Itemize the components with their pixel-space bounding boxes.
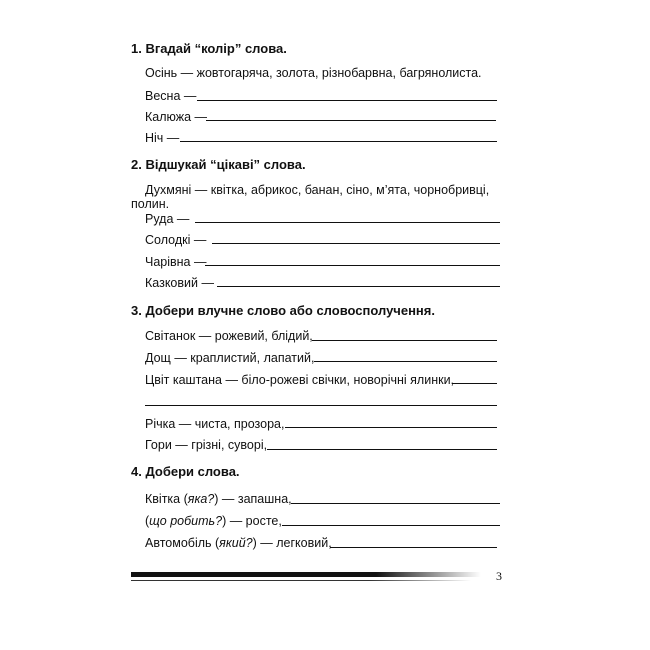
- task-3-prompt-1: Світанок — рожевий, блідий,: [145, 329, 313, 343]
- task-2-prompt-1: Руда —: [145, 212, 190, 226]
- answer-line[interactable]: [205, 265, 500, 266]
- task-3-prompt-4: Річка — чиста, прозора,: [145, 417, 285, 431]
- task-1-prompt-2: Калюжа —: [145, 110, 208, 124]
- task-2-prompt-3: Чарівна —: [145, 255, 207, 269]
- task-1-example: Осінь — жовтогаряча, золота, різнобарвна, багрянолиста.: [145, 66, 482, 80]
- page-number: 3: [496, 569, 502, 583]
- task-2-example-line-2: полин.: [131, 197, 170, 211]
- answer-line[interactable]: [145, 405, 497, 406]
- footer-rule: [131, 572, 481, 577]
- answer-line[interactable]: [330, 547, 497, 548]
- answer-line[interactable]: [285, 427, 497, 428]
- task-3-prompt-5: Гори — грізні, суворі,: [145, 438, 268, 452]
- task-3-prompt-2: Дощ — краплистий, лапатий,: [145, 351, 315, 365]
- answer-line[interactable]: [312, 340, 497, 341]
- task-3-title: 3. Добери влучне слово або словосполучення.: [131, 303, 435, 318]
- task-2-prompt-2: Солодкі —: [145, 233, 207, 247]
- task-1-prompt-1: Весна —: [145, 89, 197, 103]
- task-4-prompt-3: Автомобіль (який?) — легковий,: [145, 536, 332, 550]
- answer-line[interactable]: [206, 120, 496, 121]
- answer-line[interactable]: [282, 525, 500, 526]
- answer-line[interactable]: [217, 286, 500, 287]
- task-2-title: 2. Відшукай “цікаві” слова.: [131, 157, 306, 172]
- answer-line[interactable]: [291, 503, 500, 504]
- task-1-prompt-3: Ніч —: [145, 131, 180, 145]
- answer-line[interactable]: [452, 383, 497, 384]
- answer-line[interactable]: [195, 222, 500, 223]
- task-1-title: 1. Вгадай “колір” слова.: [131, 41, 287, 56]
- task-4-title: 4. Добери слова.: [131, 464, 240, 479]
- footer-rule-thin: [131, 580, 471, 581]
- answer-line[interactable]: [267, 449, 497, 450]
- answer-line[interactable]: [212, 243, 500, 244]
- answer-line[interactable]: [180, 141, 497, 142]
- task-3-prompt-3: Цвіт каштана — біло-рожеві свічки, новорічні ялинки,: [145, 373, 455, 387]
- task-2-example-line-1: Духмяні — квітка, абрикос, банан, сіно, м’ята, чорнобривці,: [145, 183, 490, 197]
- task-4-prompt-2: (що робить?) — росте,: [145, 514, 282, 528]
- answer-line[interactable]: [197, 100, 497, 101]
- answer-line[interactable]: [314, 361, 497, 362]
- task-4-prompt-1: Квітка (яка?) — запашна,: [145, 492, 292, 506]
- task-2-prompt-4: Казковий —: [145, 276, 214, 290]
